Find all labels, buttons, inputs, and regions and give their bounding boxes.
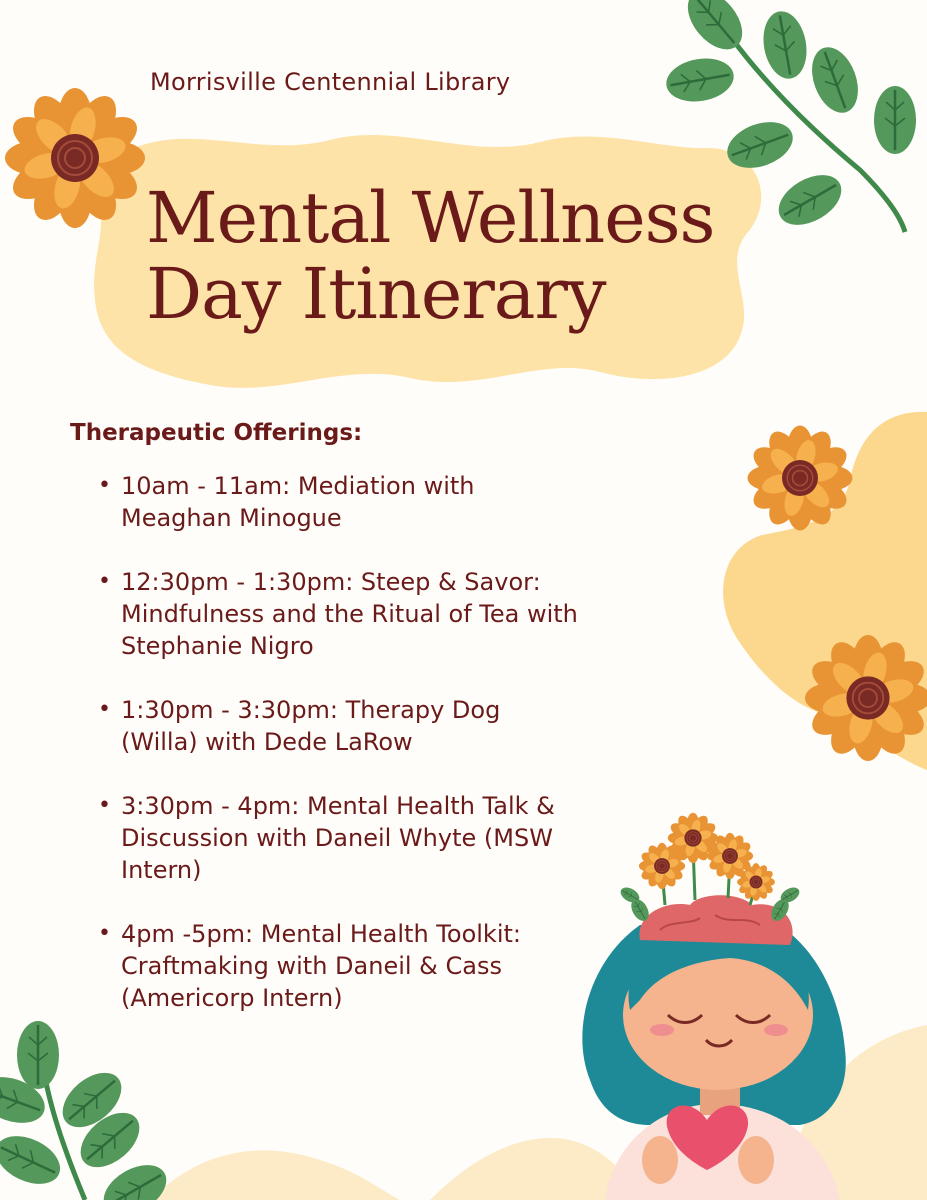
offering-text: 4pm -5pm: Mental Health Toolkit: Craftmaking with Daneil & Cass (Americorp Intern) bbox=[121, 920, 521, 1012]
list-item bbox=[98, 470, 578, 534]
offering-text: 10am - 11am: Mediation with Meaghan Minogue bbox=[121, 472, 475, 532]
bullet: • bbox=[98, 793, 111, 818]
bullet: • bbox=[98, 569, 111, 594]
list-item bbox=[98, 918, 578, 1014]
bottom-blob-center bbox=[150, 1150, 400, 1200]
offerings-list bbox=[98, 470, 578, 1046]
library-name: Morrisville Centennial Library bbox=[150, 68, 511, 96]
branch-bottom-left bbox=[0, 1021, 175, 1200]
list-item bbox=[98, 694, 578, 758]
offering-text: 1:30pm - 3:30pm: Therapy Dog (Willa) with Dede LaRow bbox=[121, 696, 501, 756]
title-line-2: Day Itinerary bbox=[146, 253, 606, 335]
offering-text: 3:30pm - 4pm: Mental Health Talk & Discussion with Daneil Whyte (MSW Intern) bbox=[121, 792, 555, 884]
offering-text: 12:30pm - 1:30pm: Steep & Savor: Mindfulness and the Ritual of Tea with Stephanie Nigro bbox=[121, 568, 578, 660]
bullet: • bbox=[98, 921, 111, 946]
section-heading: Therapeutic Offerings: bbox=[70, 420, 363, 446]
bullet: • bbox=[98, 473, 111, 498]
girl-illustration bbox=[582, 813, 845, 1200]
title-line-1: Mental Wellness bbox=[146, 177, 715, 259]
page-title bbox=[146, 177, 715, 335]
bullet: • bbox=[98, 697, 111, 722]
list-item bbox=[98, 566, 578, 662]
list-item bbox=[98, 790, 578, 886]
